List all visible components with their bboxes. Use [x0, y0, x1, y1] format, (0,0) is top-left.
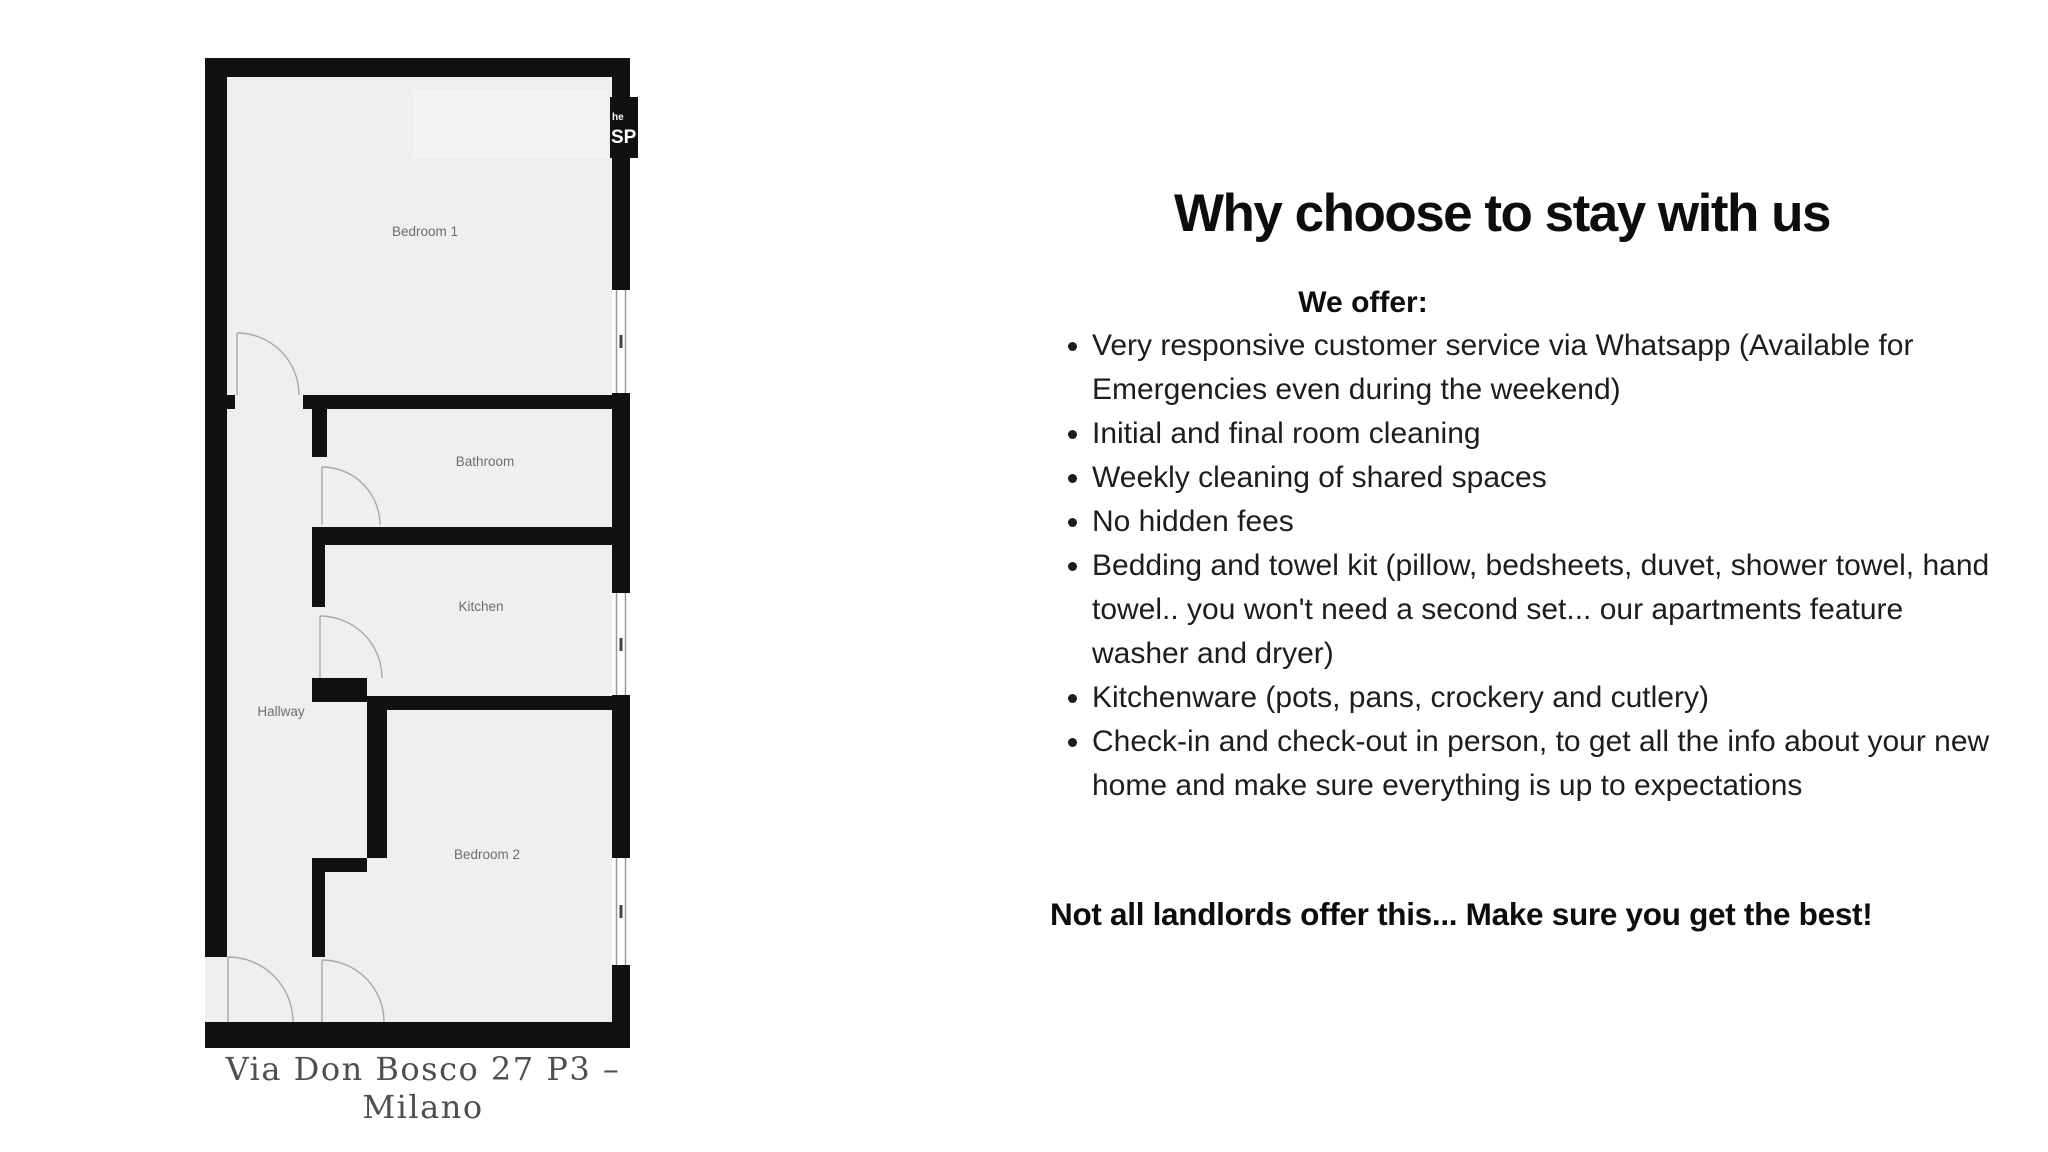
wall-kitchen-door-stub	[312, 545, 325, 607]
wall-bedroom1-divider	[303, 395, 612, 409]
watermark-line1: he	[612, 112, 624, 123]
watermark-logo	[610, 97, 638, 158]
closing-statement: Not all landlords offer this... Make sure you get the best!	[1050, 896, 1873, 932]
floorplan-image	[200, 50, 645, 1060]
wall-right-seg4	[612, 965, 630, 1048]
room-label-bedroom1: Bedroom 1	[391, 224, 459, 239]
page-title: Why choose to stay with us	[1174, 183, 1830, 243]
address-caption: Via Don Bosco 27 P3 – Milano	[225, 1050, 621, 1126]
wall-bottom	[205, 1022, 630, 1048]
windows	[612, 290, 630, 965]
wall-hall-bedroom2-upper	[367, 702, 387, 858]
room-label-hallway: Hallway	[257, 704, 305, 719]
wall-hall-bathroom	[312, 409, 327, 457]
wall-left	[205, 58, 227, 957]
floor-area	[205, 58, 630, 1048]
wall-kitchen-bedroom2	[367, 696, 612, 710]
wall-right-seg1	[612, 58, 630, 290]
wall-right-seg2	[612, 393, 630, 593]
room-label-kitchen: Kitchen	[458, 599, 504, 614]
wall-hall-bedroom2-jog	[312, 858, 367, 872]
wall-bathroom-kitchen	[312, 527, 612, 545]
window-bedroom1	[612, 290, 630, 393]
wall-top	[205, 58, 630, 77]
offer-item: • Kitchenware (pots, pans, crockery and cutlery)	[1092, 676, 1998, 720]
wall-right-seg3	[612, 695, 630, 858]
offer-item: • No hidden fees	[1092, 500, 1998, 544]
wall-hall-bedroom2-lower	[312, 872, 325, 957]
room-label-bedroom2: Bedroom 2	[453, 847, 521, 862]
offer-subtitle: We offer:	[1298, 286, 1428, 319]
wall-bedroom1-divider-stub	[205, 395, 235, 409]
offer-item: • Initial and final room cleaning	[1092, 412, 1998, 456]
wall-kitchen-bedroom2-left	[312, 678, 367, 702]
room-label-bathroom: Bathroom	[455, 454, 515, 469]
watermark-line2: SP	[611, 127, 637, 148]
offer-list	[1058, 324, 1998, 808]
watermark-floor-patch	[413, 90, 608, 158]
offer-item: • Check-in and check-out in person, to get all the info about your new home and make sure everything is up to expectations	[1092, 720, 1998, 808]
floorplan-svg	[200, 50, 645, 1060]
window-kitchen	[612, 593, 630, 695]
offer-item: • Bedding and towel kit (pillow, bedsheets, duvet, shower towel, hand towel.. you won't need a second set... our apartments feature washer and dryer)	[1092, 544, 1998, 676]
window-bedroom2	[612, 858, 630, 965]
offer-item: • Very responsive customer service via Whatsapp (Available for Emergencies even during the weekend)	[1092, 324, 1998, 412]
offer-item: • Weekly cleaning of shared spaces	[1092, 456, 1998, 500]
